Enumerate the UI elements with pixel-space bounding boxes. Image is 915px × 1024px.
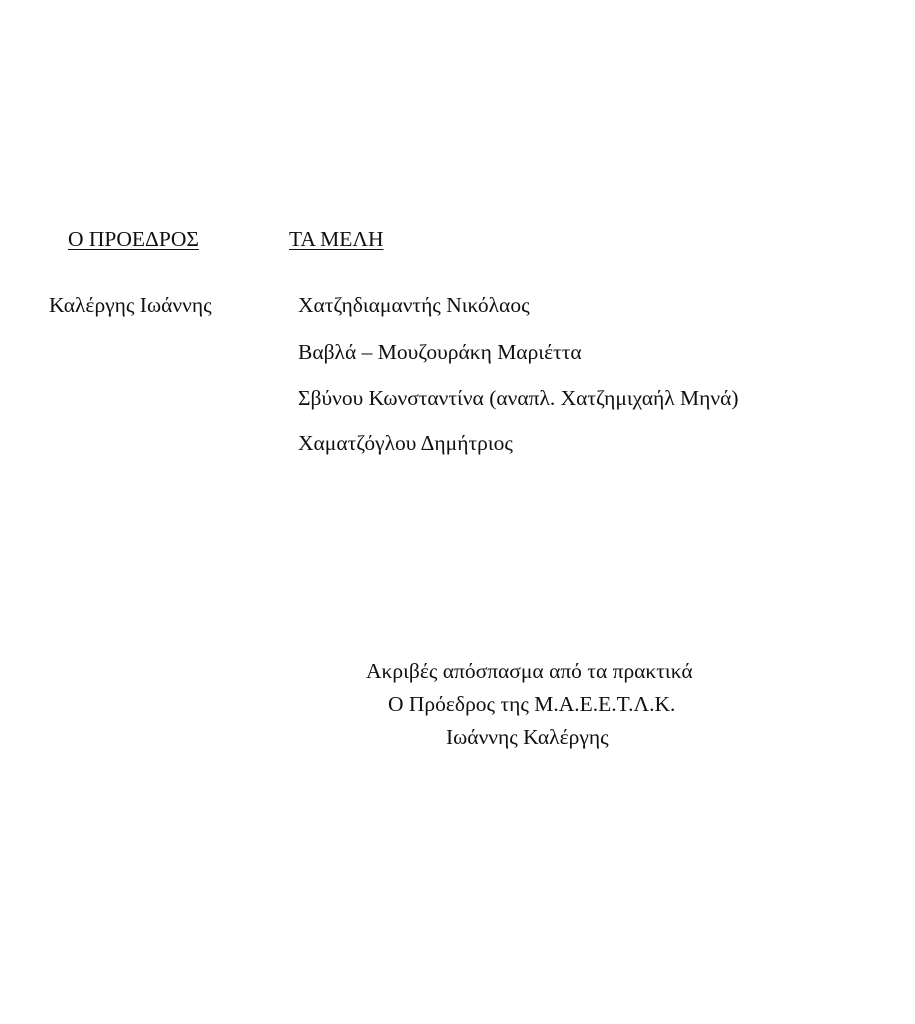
president-heading: Ο ΠΡΟΕΔΡΟΣ [68,227,199,251]
members-heading: ΤΑ ΜΕΛΗ [289,227,384,251]
member-name: Βαβλά – Μουζουράκη Μαριέττα [298,340,582,364]
president-name: Καλέργης Ιωάννης [49,293,212,317]
signature-name-line: Ιωάννης Καλέργης [446,725,609,749]
member-name: Χαματζόγλου Δημήτριος [298,431,513,455]
member-name: Χατζηδιαμαντής Νικόλαος [298,293,530,317]
signature-certification-line: Ακριβές απόσπασμα από τα πρακτικά [366,659,693,683]
member-name: Σβύνου Κωνσταντίνα (αναπλ. Χατζημιχαήλ Μηνά) [298,386,739,410]
signature-title-line: Ο Πρόεδρος της Μ.Α.Ε.Ε.Τ.Λ.Κ. [388,692,676,716]
